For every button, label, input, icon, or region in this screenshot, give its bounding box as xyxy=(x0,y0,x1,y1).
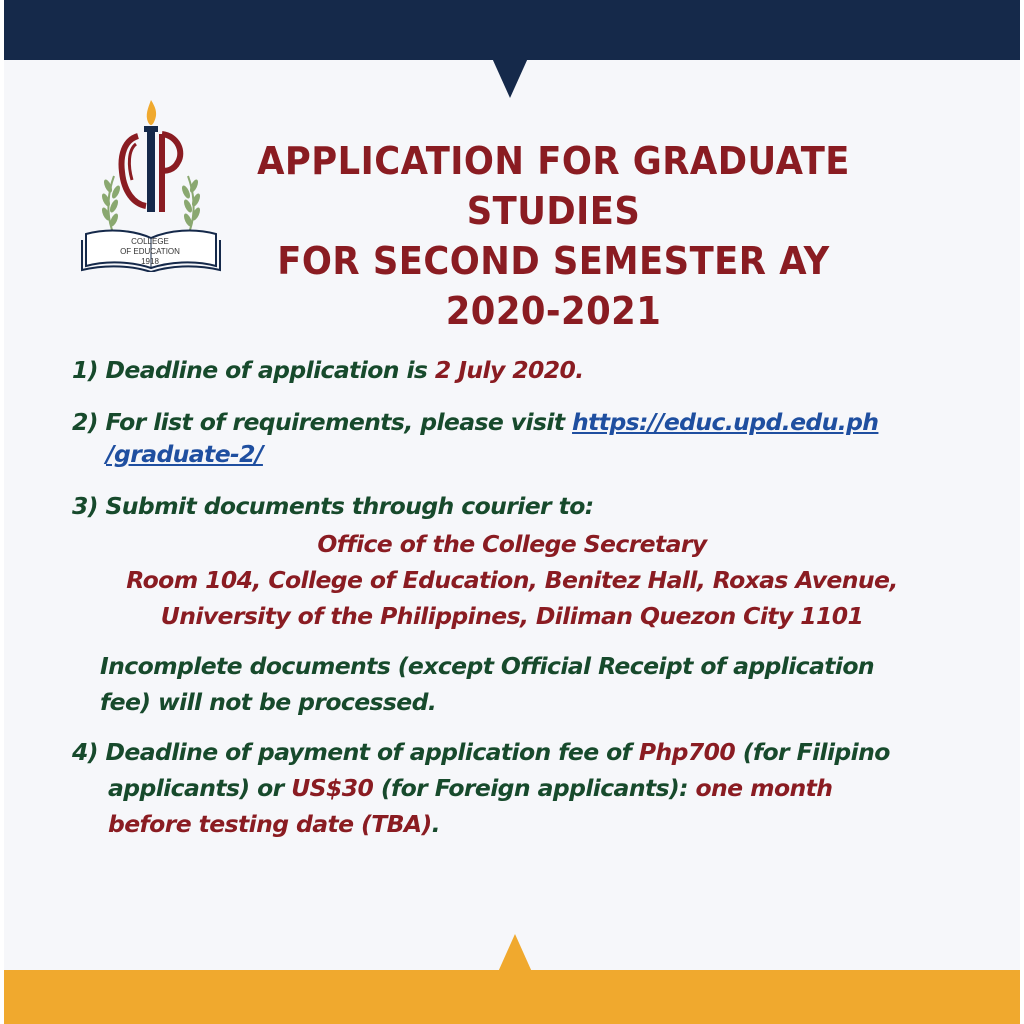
top-notch-triangle xyxy=(492,58,528,98)
title-line-2: FOR SECOND SEMESTER AY 2020-2021 xyxy=(277,239,830,333)
page-title xyxy=(228,136,879,336)
incomplete-note-line-1: Incomplete documents (except Official Receipt of application xyxy=(100,652,875,680)
item-4-payment-line-1: 4) Deadline of payment of application fee of Php700 (for Filipino xyxy=(72,738,890,766)
requirements-link-continued[interactable]: /graduate-2/ xyxy=(106,440,263,468)
item-4-payment-line-2: applicants) or US$30 (for Foreign applicants): one month xyxy=(108,774,833,802)
application-deadline-date: 2 July 2020 xyxy=(434,356,576,384)
top-navy-band xyxy=(4,0,1020,60)
item-2-requirements: 2) For list of requirements, please visit https://educ.upd.edu.ph xyxy=(72,408,879,436)
logo-text-college: COLLEGE xyxy=(131,237,169,246)
item-3-submit: 3) Submit documents through courier to: xyxy=(72,492,594,520)
item-1-deadline: 1) Deadline of application is 2 July 2020. xyxy=(72,356,584,384)
address-line-2: Room 104, College of Education, Benitez Hall, Roxas Avenue, xyxy=(126,566,898,594)
payment-deadline-part-1: one month xyxy=(695,774,833,802)
fee-usd: US$30 xyxy=(291,774,374,802)
address-line-3: University of the Philippines, Diliman Quezon City 1101 xyxy=(160,602,864,630)
bottom-gold-band xyxy=(4,970,1020,1024)
bottom-notch-triangle xyxy=(498,934,532,972)
payment-deadline-part-2: before testing date (TBA) xyxy=(108,810,432,838)
fee-php: Php700 xyxy=(638,738,736,766)
logo-text-of-education: OF EDUCATION xyxy=(120,247,180,256)
incomplete-note-line-2: fee) will not be processed. xyxy=(100,688,437,716)
address-line-1: Office of the College Secretary xyxy=(317,530,707,558)
requirements-link[interactable]: https://educ.upd.edu.ph xyxy=(572,408,879,436)
item-4-payment-line-3: before testing date (TBA). xyxy=(108,810,440,838)
item-2-link-continued xyxy=(106,436,263,473)
title-line-1: APPLICATION FOR GRADUATE STUDIES xyxy=(257,139,850,233)
logo-text-year: 1918 xyxy=(141,257,159,266)
